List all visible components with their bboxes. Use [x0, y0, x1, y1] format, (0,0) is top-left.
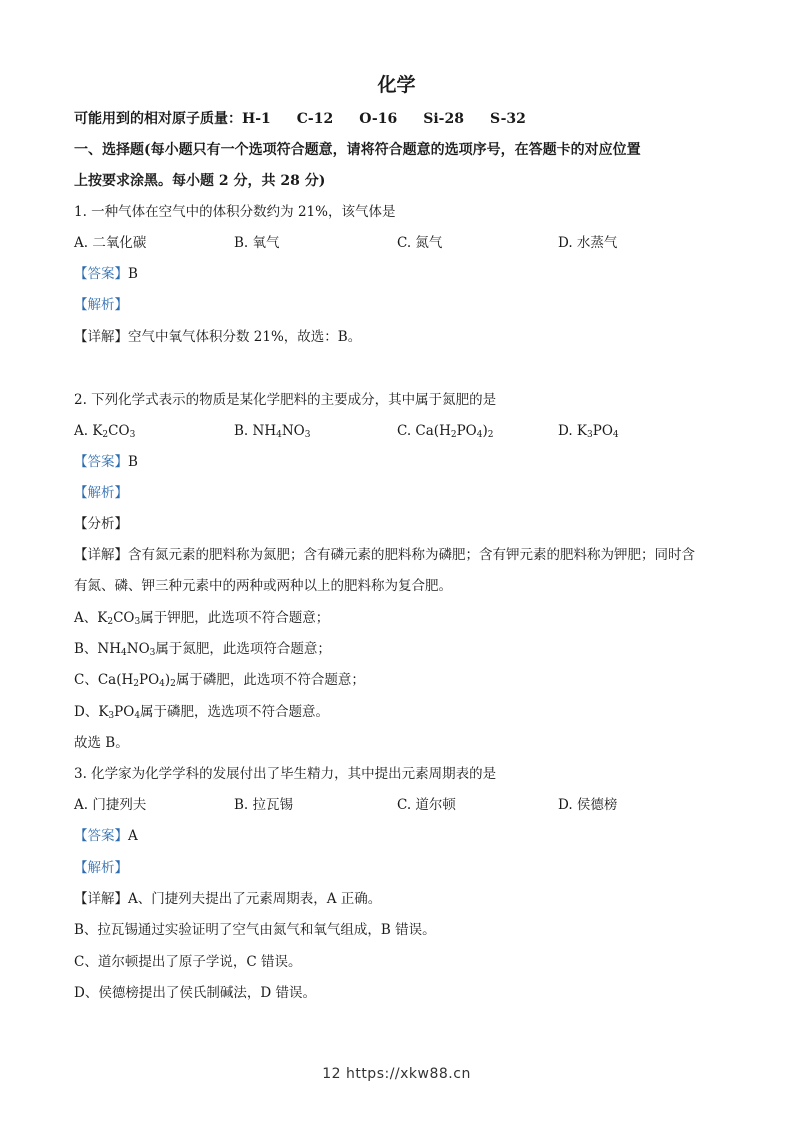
q2-detail-line2: 有氮、磷、钾三种元素中的两种或两种以上的肥料称为复合肥。: [74, 578, 452, 594]
q1-option-d: D. 水蒸气: [558, 235, 618, 251]
q3-explain-d: D、侯德榜提出了侯氏制碱法，D 错误。: [74, 985, 316, 1001]
mass-item: C-12: [296, 111, 334, 127]
mass-item: S-32: [489, 111, 526, 127]
q3-explain-b: B、拉瓦锡通过实验证明了空气由氮气和氧气组成，B 错误。: [74, 922, 436, 938]
q2-conclusion: 故选 B。: [74, 735, 129, 751]
q1-option-b: B. 氧气: [234, 235, 280, 251]
q2-explain-c: C、$Ca(H_2PO_4)_2$属于磷肥，此选项不符合题意；: [74, 672, 365, 689]
q2-option-c: C. $Ca(H_2PO_4)_2$: [397, 423, 494, 440]
q2-option-b: B. $NH_4NO_3$: [234, 423, 311, 440]
q2-explain-b: B、$NH_4NO_3$属于氮肥，此选项符合题意；: [74, 641, 331, 658]
q2-explain-a: A、$K_2CO_3$属于钾肥，此选项不符合题意；: [74, 610, 330, 627]
answer-value: A: [128, 828, 138, 844]
detail-tag: 【详解】: [74, 547, 128, 563]
q1-stem: 1. 一种气体在空气中的体积分数约为 21%，该气体是: [74, 204, 396, 220]
answer-tag: 【答案】: [74, 266, 128, 282]
q2-analysis-tag: 【解析】: [74, 485, 128, 501]
atomic-masses-label: 可能用到的相对原子质量：: [74, 111, 242, 127]
q1-detail: [74, 328, 361, 346]
q2-stem: 2. 下列化学式表示的物质是某化学肥料的主要成分，其中属于氮肥的是: [74, 392, 497, 408]
q2-detail-line1: [74, 546, 695, 564]
q1-answer: [74, 265, 138, 283]
answer-tag: 【答案】: [74, 828, 128, 844]
detail-tag: 【详解】: [74, 891, 128, 907]
q3-option-a: A. 门捷列夫: [74, 797, 147, 813]
q2-fenxi-tag: 【分析】: [74, 516, 128, 532]
answer-tag: 【答案】: [74, 454, 128, 470]
q3-detail: [74, 890, 381, 908]
answer-value: B: [128, 266, 138, 282]
q1-option-a: A. 二氧化碳: [74, 235, 147, 251]
detail-text: 空气中氧气体积分数 21%，故选：B。: [128, 329, 362, 345]
page-footer: 12 https://xkw88.cn: [322, 1066, 471, 1082]
detail-tag: 【详解】: [74, 329, 128, 345]
section-heading-line2: 上按要求涂黑。每小题 2 分，共 28 分): [74, 173, 326, 189]
section-heading-line1: 一、选择题(每小题只有一个选项符合题意，请将符合题意的选项序号，在答题卡的对应位置: [74, 142, 641, 158]
q3-option-c: C. 道尔顿: [397, 797, 456, 813]
detail-text: A、门捷列夫提出了元素周期表，A 正确。: [128, 891, 382, 907]
q3-analysis-tag: 【解析】: [74, 860, 128, 876]
mass-item: Si-28: [423, 111, 464, 127]
q3-answer: [74, 827, 138, 845]
q1-analysis-tag: 【解析】: [74, 297, 128, 313]
q3-option-d: D. 侯德榜: [558, 797, 618, 813]
detail-text: 含有氮元素的肥料称为氮肥；含有磷元素的肥料称为磷肥；含有钾元素的肥料称为钾肥；同时含: [128, 547, 695, 563]
page-title: 化学: [377, 74, 416, 96]
q2-option-d: D. $K_3PO_4$: [558, 423, 619, 440]
atomic-masses: [74, 110, 552, 128]
q2-answer: [74, 453, 138, 471]
q3-option-b: B. 拉瓦锡: [234, 797, 294, 813]
q1-option-c: C. 氮气: [397, 235, 443, 251]
q3-stem: 3. 化学家为化学学科的发展付出了毕生精力，其中提出元素周期表的是: [74, 766, 497, 782]
q2-option-a: A. $K_2CO_3$: [74, 423, 136, 440]
q3-explain-c: C、道尔顿提出了原子学说，C 错误。: [74, 954, 302, 970]
answer-value: B: [128, 454, 138, 470]
q2-explain-d: D、$K_3PO_4$属于磷肥，选选项不符合题意。: [74, 704, 330, 721]
mass-item: O-16: [359, 111, 398, 127]
mass-item: H-1: [242, 111, 271, 127]
